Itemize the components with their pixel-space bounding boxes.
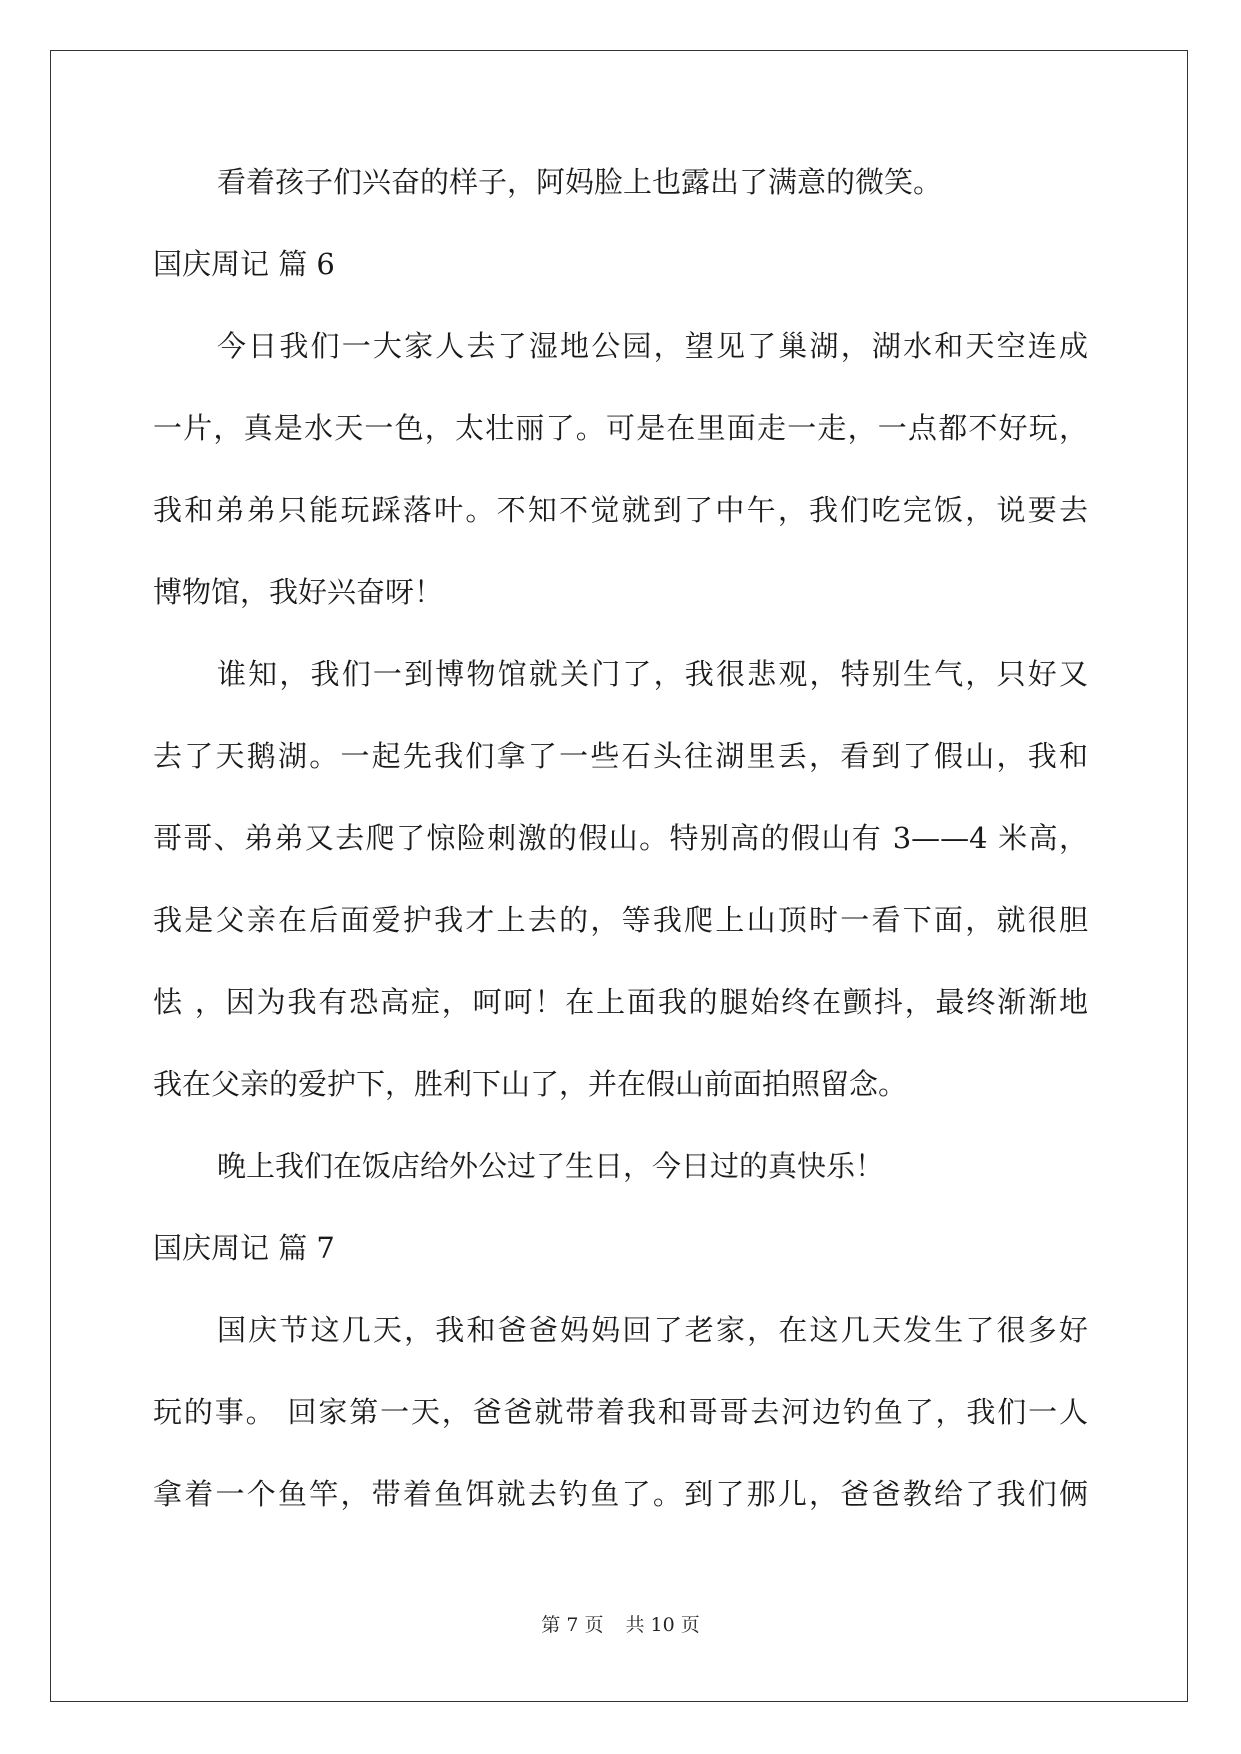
paragraph-line: 国庆节这几天，我和爸爸妈妈回了老家，在这几天发生了很多好 [217, 1313, 1088, 1347]
paragraph-line: 一片，真是水天一色，太壮丽了。可是在里面走一走，一点都不好玩， [153, 411, 1088, 445]
page-number: 第 7 页 [541, 1614, 604, 1636]
paragraph-line: 今日我们一大家人去了湿地公园，望见了巢湖，湖水和天空连成 [217, 329, 1088, 363]
paragraph-line: 博物馆，我好兴奋呀！ [153, 575, 444, 609]
page-total: 共 10 页 [625, 1614, 700, 1636]
section-heading: 国庆周记 篇 6 [153, 247, 335, 281]
paragraph-line: 谁知，我们一到博物馆就关门了，我很悲观，特别生气，只好又 [217, 657, 1088, 691]
paragraph-line: 哥哥、弟弟又去爬了惊险刺激的假山。特别高的假山有 3——4 米高， [153, 821, 1088, 855]
paragraph-line: 我是父亲在后面爱护我才上去的，等我爬上山顶时一看下面，就很胆 [153, 903, 1088, 937]
paragraph-line: 拿着一个鱼竿，带着鱼饵就去钓鱼了。到了那儿，爸爸教给了我们俩 [153, 1477, 1088, 1511]
page-footer [0, 1610, 1241, 1637]
paragraph-line: 我在父亲的爱护下，胜利下山了，并在假山前面拍照留念。 [153, 1067, 908, 1101]
document-body [153, 162, 1088, 1556]
paragraph-line: 晚上我们在饭店给外公过了生日，今日过的真快乐！ [217, 1149, 885, 1183]
paragraph-line: 玩的事。 回家第一天，爸爸就带着我和哥哥去河边钓鱼了，我们一人 [153, 1395, 1088, 1429]
paragraph-line: 怯 ，因为我有恐高症，呵呵！在上面我的腿始终在颤抖，最终渐渐地 [153, 985, 1088, 1019]
paragraph-line: 我和弟弟只能玩踩落叶。不知不觉就到了中午，我们吃完饭，说要去 [153, 493, 1088, 527]
section-heading: 国庆周记 篇 7 [153, 1231, 335, 1265]
paragraph-line: 看着孩子们兴奋的样子，阿妈脸上也露出了满意的微笑。 [217, 165, 943, 199]
paragraph-line: 去了天鹅湖。一起先我们拿了一些石头往湖里丢，看到了假山，我和 [153, 739, 1088, 773]
